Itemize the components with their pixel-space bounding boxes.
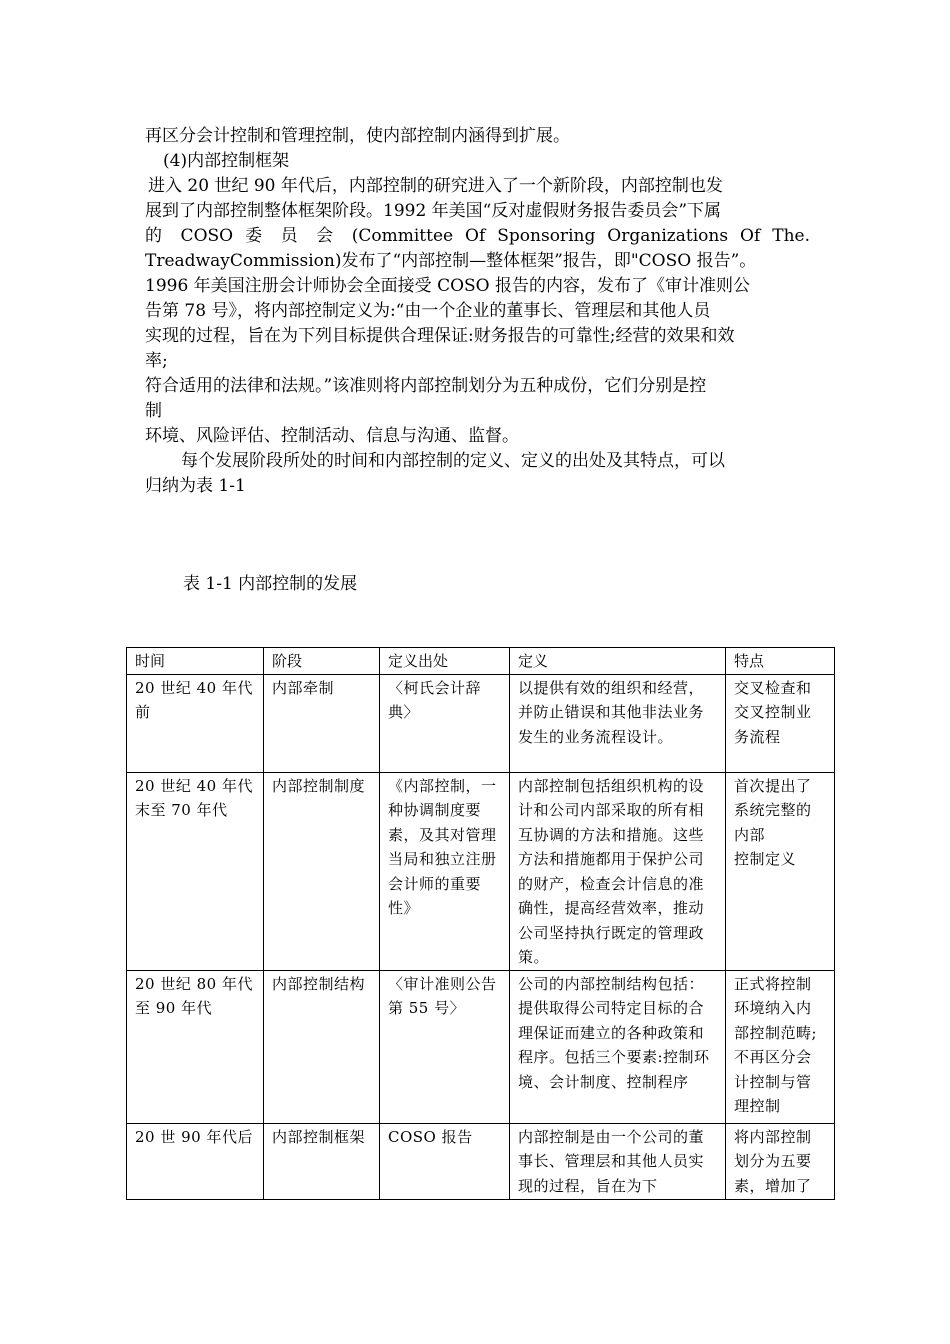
header-stage: 阶段 [264, 648, 380, 675]
text-line: 进入 20 世纪 90 年代后，内部控制的研究进入了一个新阶段，内部控制也发 [148, 176, 723, 196]
cell-time: 20 世纪 80 年代至 90 年代 [127, 970, 264, 1123]
text-line: 制 [145, 401, 162, 421]
table-caption: 表 1-1 内部控制的发展 [183, 574, 358, 594]
cell-time: 20 世纪 40 年代前 [127, 674, 264, 772]
cell-time: 20 世纪 40 年代末至 70 年代 [127, 772, 264, 970]
header-definition: 定义 [510, 648, 726, 675]
cell-stage: 内部牵制 [264, 674, 380, 772]
table-row [127, 772, 835, 970]
cell-feature: 将内部控制划分为五要素，增加了 [726, 1123, 835, 1199]
text-line: 展到了内部控制整体框架阶段。1992 年美国“反对虚假财务报告委员会”下属 [145, 201, 722, 221]
text-line: 率; [145, 351, 168, 371]
header-source: 定义出处 [380, 648, 510, 675]
cell-feature: 交叉检查和交叉控制业务流程 [726, 674, 835, 772]
table-row [127, 674, 835, 772]
text-line: 告第 78 号》，将内部控制定义为:“由一个企业的董事长、管理层和其他人员 [145, 301, 711, 321]
cell-source: 《内部控制，一种协调制度要素，及其对管理当局和独立注册会计师的重要性》 [380, 772, 510, 970]
cell-stage: 内部控制结构 [264, 970, 380, 1123]
cell-stage: 内部控制制度 [264, 772, 380, 970]
cell-definition: 内部控制包括组织机构的设计和公司内部采取的所有相互协调的方法和措施。这些方法和措施都用于保护公司的财产，检查会计信息的准确性，提高经营效率，推动公司坚持执行既定的管理政策。 [510, 772, 726, 970]
text-line: 再区分会计控制和管理控制，使内部控制内涵得到扩展。 [145, 126, 570, 146]
text-line: 归纳为表 1-1 [145, 476, 246, 496]
text-line: 1996 年美国注册会计师协会全面接受 COSO 报告的内容，发布了《审计准则公 [145, 276, 751, 296]
header-feature: 特点 [726, 648, 835, 675]
text-line: 符合适用的法律和法规。”该准则将内部控制划分为五种成份，它们分别是控 [145, 376, 707, 396]
cell-definition: 公司的内部控制结构包括：提供取得公司特定目标的合理保证而建立的各种政策和程序。包括三个要素:控制环境、会计制度、控制程序 [510, 970, 726, 1123]
cell-source: 〈柯氏会计辞典〉 [380, 674, 510, 772]
cell-source: COSO 报告 [380, 1123, 510, 1199]
table-header-row [127, 648, 835, 675]
cell-definition: 内部控制是由一个公司的董事长、管理层和其他人员实现的过程，旨在为下 [510, 1123, 726, 1199]
cell-feature-part-a: 首次提出了系统完整的内部 [734, 776, 812, 844]
internal-control-development-table [126, 647, 835, 1200]
cell-feature [726, 772, 835, 970]
cell-feature: 正式将控制环境纳入内部控制范畴;不再区分会计控制与管理控制 [726, 970, 835, 1123]
cell-stage: 内部控制框架 [264, 1123, 380, 1199]
text-line: 每个发展阶段所处的时间和内部控制的定义、定义的出处及其特点，可以 [181, 451, 725, 471]
cell-source: 〈审计准则公告第 55 号〉 [380, 970, 510, 1123]
cell-feature-part-b: 控制定义 [734, 850, 797, 868]
header-time: 时间 [127, 648, 264, 675]
text-line: 的 COSO 委 员 会 (Committee Of Sponsoring Organizations Of The. [145, 226, 810, 246]
text-line: 实现的过程，旨在为下列目标提供合理保证:财务报告的可靠性;经营的效果和效 [145, 326, 735, 346]
text-line: TreadwayCommission)发布了“内部控制—整体框架”报告，即"COSO 报告”。 [145, 251, 757, 271]
cell-time: 20 世 90 年代后 [127, 1123, 264, 1199]
body-text [145, 124, 810, 499]
section-heading: (4)内部控制框架 [163, 151, 290, 171]
text-line: 环境、风险评估、控制活动、信息与沟通、监督。 [145, 426, 519, 446]
table-row [127, 1123, 835, 1199]
table-row [127, 970, 835, 1123]
cell-definition: 以提供有效的组织和经营，并防止错误和其他非法业务发生的业务流程设计。 [510, 674, 726, 772]
